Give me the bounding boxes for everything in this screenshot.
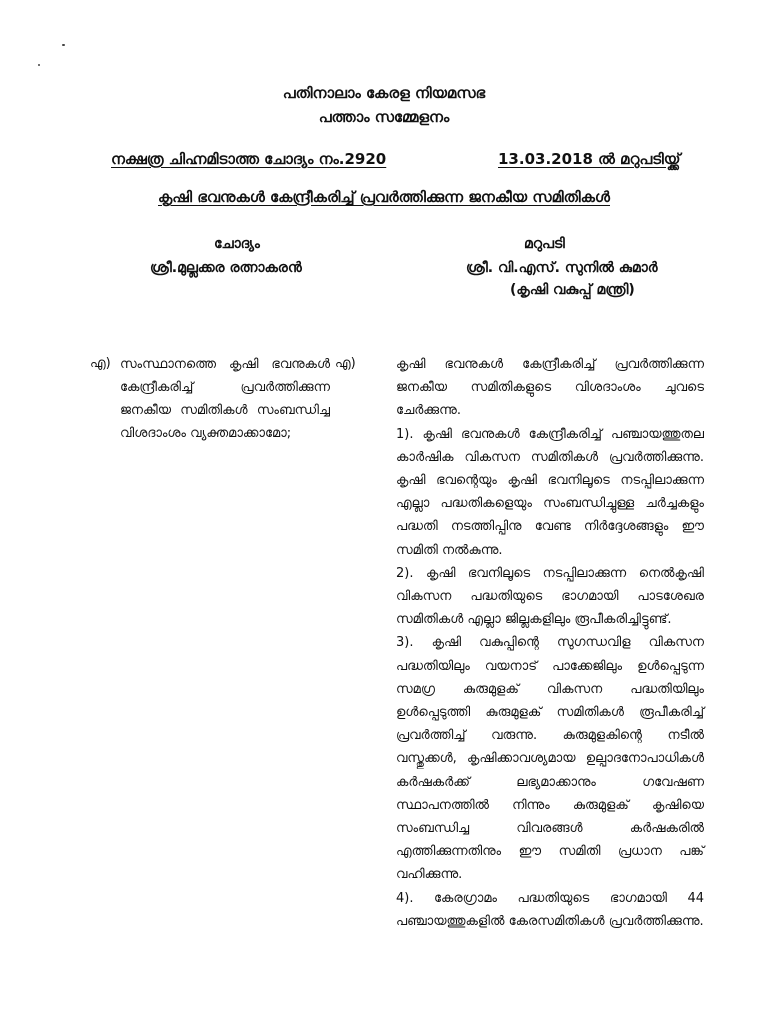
- answer-label: മറുപടി: [524, 236, 565, 252]
- answer-intro: കൃഷി ഭവനുകൾ കേന്ദ്രീകരിച്ച് പ്രവർത്തിക്കുന്ന ജനകീയ സമിതികളുടെ വിശദാംശം ചുവടെ ചേർക്കുന്നു.: [396, 357, 704, 419]
- assembly-title: പതിനാലാം കേരള നിയമസഭ: [282, 84, 486, 102]
- question-marker: എ): [90, 356, 111, 371]
- scan-speck: [38, 64, 40, 66]
- answer-point: 2). കൃഷി ഭവനിലൂടെ നടപ്പിലാക്കുന്ന നെൽകൃഷി വികസന പദ്ധതിയുടെ ഭാഗമായി പാടശേഖര സമിതികൾ എല്ലാ ജില്ലകളിലും രൂപീകരിച്ചിട്ടുണ്ട്.: [396, 565, 704, 628]
- asker-name: ശ്രീ.മുല്ലക്കര രത്നാകരൻ: [150, 260, 302, 276]
- minister-name: ശ്രീ. വി.എസ്. സുനിൽ കുമാർ: [466, 260, 658, 276]
- answer-point: 1). കൃഷി ഭവനുകൾ കേന്ദ്രീകരിച്ച് പഞ്ചായത്തുതല കാർഷിക വികസന സമിതികൾ പ്രവർത്തിക്കുന്നു. കൃഷി ഭവന്റെയും കൃഷി ഭവനിലൂടെ നടപ്പിലാക്കുന്ന എല്ലാ പദ്ധതികളെയും സംബന്ധിച്ചുള്ള ചർച്ചകളും പദ്ധതി നടത്തിപ്പിനു വേണ്ട നിർദ്ദേശങ്ങളും ഈ സമിതി നൽകുന്നു.: [396, 426, 704, 558]
- answer-date: 13.03.2018 ൽ മറുപടിയ്ക്ക്: [498, 150, 681, 168]
- question-number: നക്ഷത്ര ചിഹ്നമിടാത്ത ചോദ്യം നം.2920: [111, 150, 387, 168]
- question-label: ചോദ്യം: [214, 236, 260, 252]
- answer-point: 4). കേരഗ്രാമം പദ്ധതിയുടെ ഭാഗമായി 44 പഞ്ചായത്തുകളിൽ കേരസമിതികൾ പ്രവർത്തിക്കുന്നു.: [396, 890, 704, 929]
- answer-point: 3). കൃഷി വകുപ്പിന്റെ സുഗന്ധവിള വികസന പദ്ധതിയിലും വയനാട് പാക്കേജിലും ഉൾപ്പെടുന്ന സമഗ്ര കുരുമുളക് വികസന പദ്ധതിയിലും ഉൾപ്പെടുത്തി കുരുമുളക് സമിതികൾ രൂപീകരിച്ച് പ്രവർത്തിച്ച് വരുന്നു. കുരുമുളകിന്റെ നടീൽ വസ്തുക്കൾ, കൃഷിക്കാവശ്യമായ ഉല്പാദനോപാധികൾ കർഷകർക്ക് ലഭ്യമാക്കാനും ഗവേഷണ സ്ഥാപനത്തിൽ നിന്നും കുരുമുളക് കൃഷിയെ സംബന്ധിച്ച വിവരങ്ങൾ കർഷകരിൽ എത്തിക്കുന്നതിനും ഈ സമിതി പ്രധാന പങ്ക് വഹിക്കുന്നു.: [396, 635, 704, 883]
- scan-speck: [62, 44, 65, 46]
- subject-heading: കൃഷി ഭവനുകൾ കേന്ദ്രീകരിച്ച് പ്രവർത്തിക്കുന്ന ജനകീയ സമിതികൾ: [158, 188, 610, 206]
- answer-body: [396, 353, 704, 933]
- question-text: സംസ്ഥാനത്തെ കൃഷി ഭവനുകൾ കേന്ദ്രീകരിച്ച് പ്രവർത്തിക്കുന്ന ജനകീയ സമിതികൾ സംബന്ധിച്ച വിശദാംശം വ്യക്തമാക്കാമോ;: [120, 357, 330, 441]
- answer-marker: എ): [335, 356, 356, 371]
- minister-department: (കൃഷി വകുപ്പ് മന്ത്രി): [510, 282, 635, 298]
- session-title: പത്താം സമ്മേളനം: [318, 108, 450, 126]
